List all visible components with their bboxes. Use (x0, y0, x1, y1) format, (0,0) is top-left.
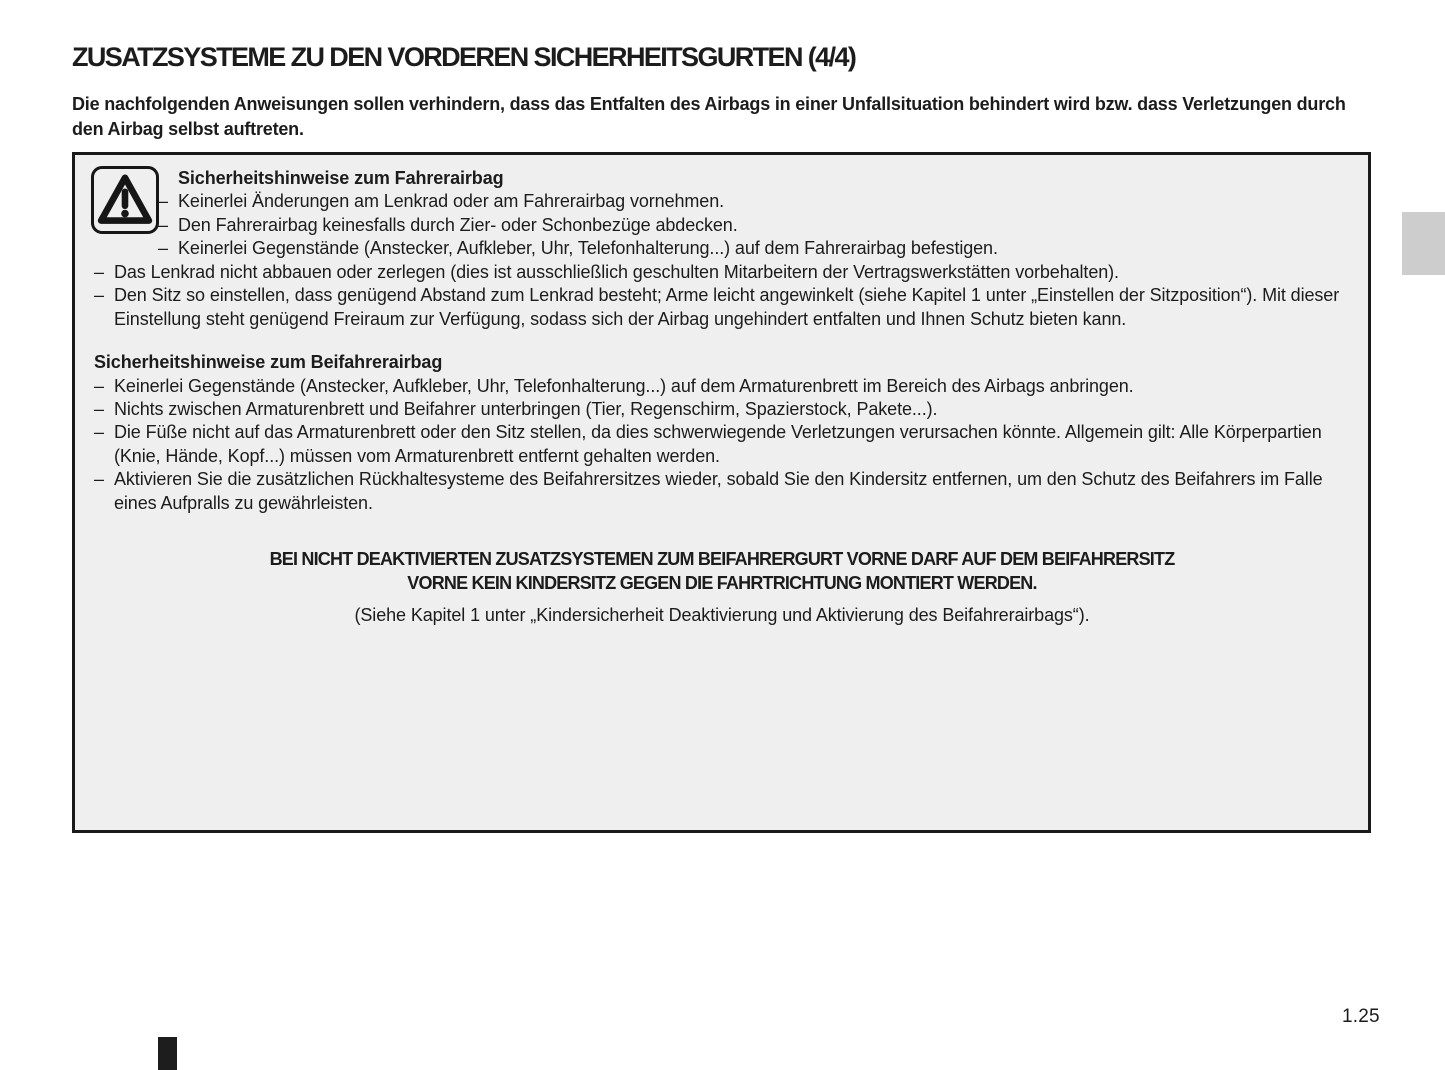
list-item: – Den Sitz so einstellen, dass genügend Abstand zum Lenkrad besteht; Arme leicht angewinkelt (siehe Kapitel 1 unter „Einstellen der Sitzposition“). Mit dieser Einstellung steht genügend Freiraum zur Verfügung, sodass sich der Airbag ungehindert entfalten und Ihnen Schutz bieten kann. (94, 284, 1350, 331)
chapter-side-tab (1402, 212, 1445, 275)
list-item: – Keinerlei Gegenstände (Anstecker, Aufkleber, Uhr, Telefonhalterung...) auf dem Armaturenbrett im Bereich des Airbags anbringen. (94, 375, 1350, 398)
print-corner-marker (158, 1037, 177, 1070)
warning-box-content (75, 155, 1368, 627)
list-item: – Die Füße nicht auf das Armaturenbrett oder den Sitz stellen, da dies schwerwiegende Verletzungen verursachen könnte. Allgemein gilt: Alle Körperpartien (Knie, Hände, Kopf...) müssen vom Armaturenbrett entfernt gehalten werden. (94, 421, 1350, 468)
safety-warning-box (72, 152, 1371, 833)
intro-paragraph: Die nachfolgenden Anweisungen sollen verhindern, dass das Entfalten des Airbags in einer Unfallsituation behindert wird bzw. dass Verletzungen durch den Airbag selbst auftreten. (72, 94, 1346, 139)
list-item: – Den Fahrerairbag keinesfalls durch Zier- oder Schonbezüge abdecken. (178, 214, 1350, 237)
driver-airbag-list-beside-icon (178, 190, 1350, 260)
passenger-airbag-heading: Sicherheitshinweise zum Beifahrerairbag (94, 352, 443, 373)
driver-airbag-heading: Sicherheitshinweise zum Fahrerairbag (178, 168, 504, 188)
list-item: – Das Lenkrad nicht abbauen oder zerlegen (dies ist ausschließlich geschulten Mitarbeitern der Vertragswerkstätten vorbehalten). (94, 261, 1350, 284)
list-item: – Aktivieren Sie die zusätzlichen Rückhaltesysteme des Beifahrersitzes wieder, sobald Sie den Kindersitz entfernen, um den Schutz des Beifahrers im Falle eines Aufpralls zu gewährleisten. (94, 468, 1350, 515)
list-item: – Nichts zwischen Armaturenbrett und Beifahrer unterbringen (Tier, Regenschirm, Spazierstock, Pakete...). (94, 398, 1350, 421)
list-item: – Keinerlei Änderungen am Lenkrad oder am Fahrerairbag vornehmen. (178, 190, 1350, 213)
driver-airbag-section-top (178, 167, 1350, 261)
page-title: ZUSATZSYSTEME ZU DEN VORDEREN SICHERHEITSGURTEN (4/4) (72, 42, 856, 73)
page-number: 1.25 (1342, 1006, 1380, 1027)
child-seat-warning-text: BEI NICHT DEAKTIVIERTEN ZUSATZSYSTEMEN ZUM BEIFAHRERGURT VORNE DARF AUF DEM BEIFAHRERSITZ VORNE KEIN KINDERSITZ GEGEN DIE FAHRTRICHTUNG MONTIERT WERDEN. (269, 549, 1175, 594)
driver-airbag-list-full-width (94, 261, 1350, 331)
chapter-reference-text: (Siehe Kapitel 1 unter „Kindersicherheit Deaktivierung und Aktivierung des Beifahrerairbags“). (354, 605, 1090, 626)
list-item: – Keinerlei Gegenstände (Anstecker, Aufkleber, Uhr, Telefonhalterung...) auf dem Fahrerairbag befestigen. (178, 237, 1350, 260)
passenger-airbag-list (94, 375, 1350, 515)
